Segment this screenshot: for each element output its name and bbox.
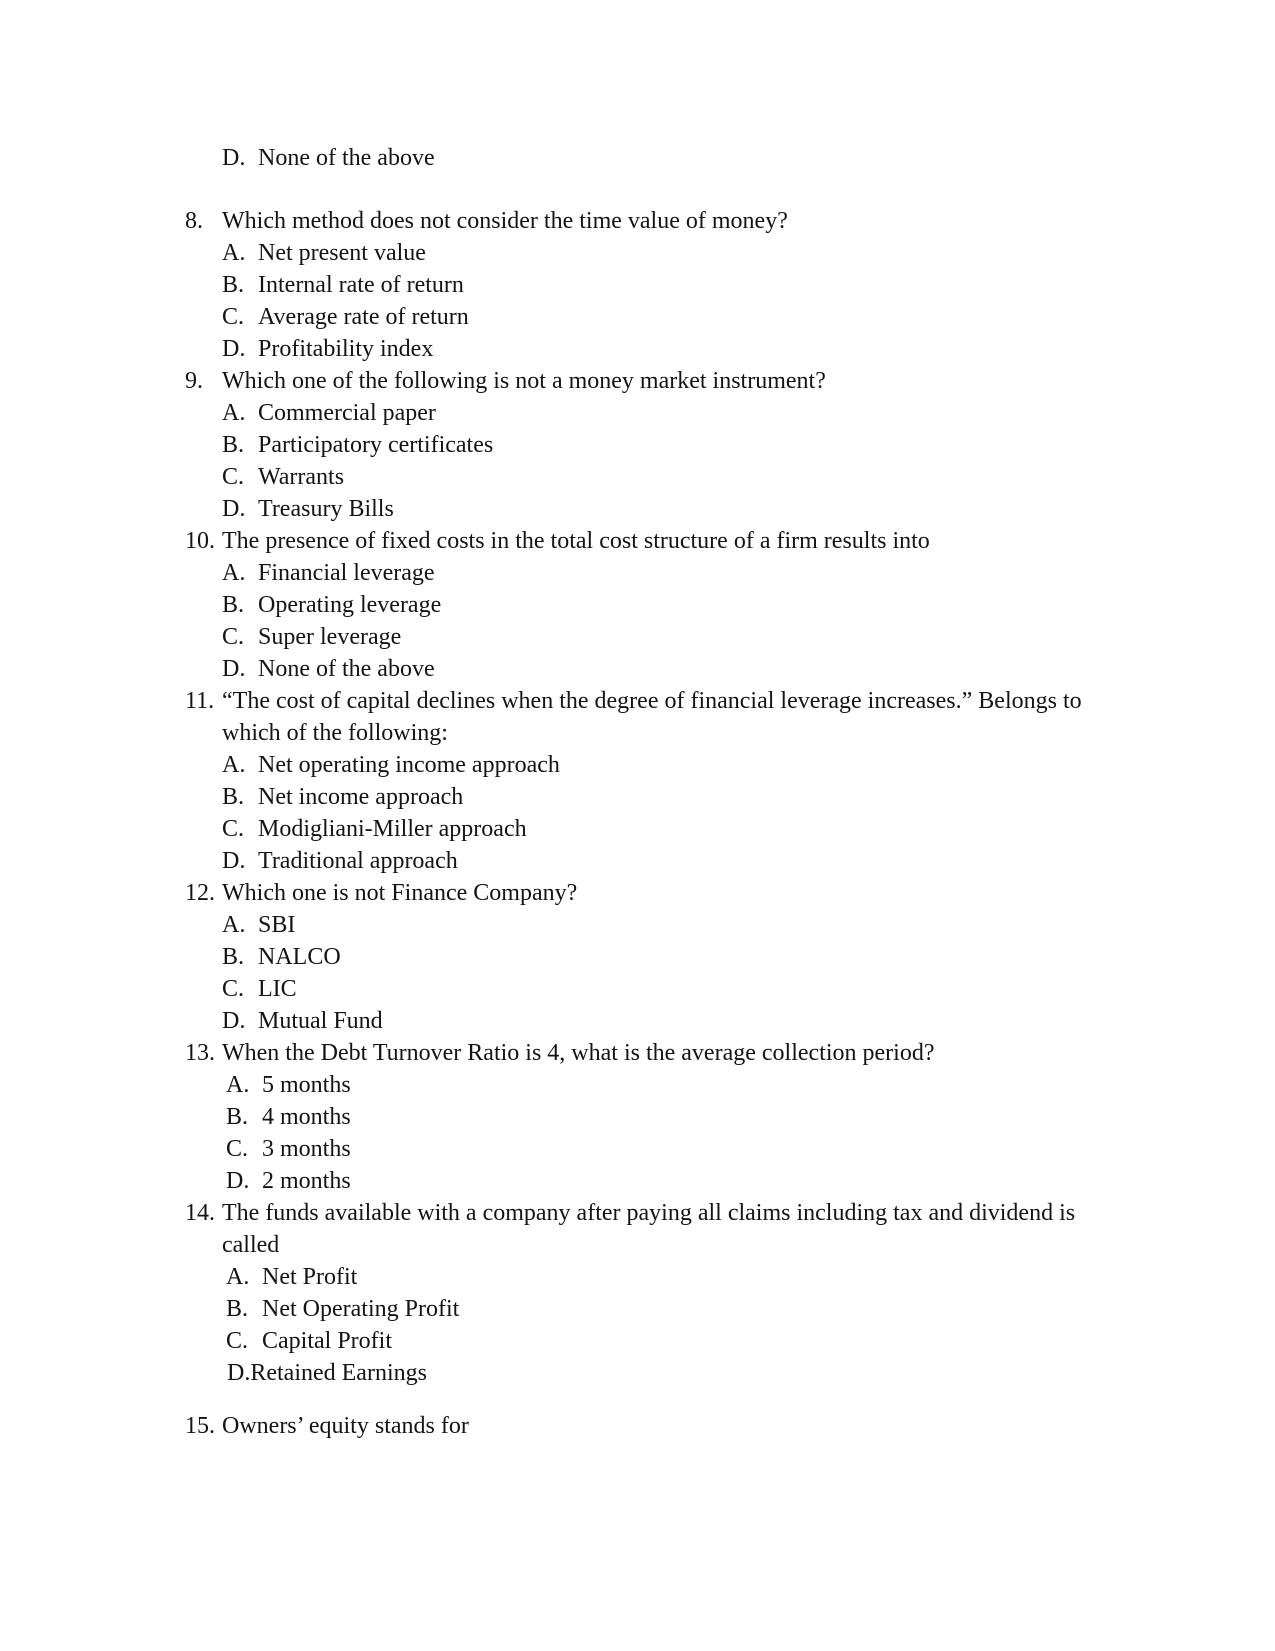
option-text: Modigliani-Miller approach (258, 816, 527, 842)
question-text-line1: The funds available with a company after paying all claims including tax and dividend is (222, 1200, 1076, 1226)
q8-option-d (222, 334, 433, 364)
question-number: 10. (185, 528, 215, 554)
option-text: Net operating income approach (258, 752, 560, 778)
option-letter: B. (226, 1104, 249, 1130)
question-number: 8. (185, 208, 203, 234)
option-text: Super leverage (258, 624, 402, 650)
option-text: Commercial paper (258, 400, 436, 426)
option-letter: B. (226, 1296, 249, 1322)
option-text: Net income approach (258, 784, 464, 810)
question-number: 9. (185, 368, 203, 394)
option-letter: B. (222, 944, 245, 970)
question-number: 13. (185, 1040, 215, 1066)
option-letter: A. (222, 240, 246, 266)
option-text: Net Profit (262, 1264, 358, 1290)
question-text: When the Debt Turnover Ratio is 4, what is the average collection period? (222, 1040, 935, 1066)
option-text: Net present value (258, 240, 426, 266)
q13-option-a (226, 1070, 351, 1100)
option-text: Participatory certificates (258, 432, 494, 458)
option-letter: A. (226, 1264, 250, 1290)
question-text: Which one is not Finance Company? (222, 880, 578, 906)
option-letter: C. (222, 304, 245, 330)
option-letter: A. (222, 912, 246, 938)
option-text: NALCO (258, 944, 341, 970)
q9-option-d (222, 494, 394, 524)
question-text-line1: “The cost of capital declines when the degree of financial leverage increases.” Belongs to (222, 688, 1082, 714)
option-letter: D. (226, 1168, 250, 1194)
question-number: 14. (185, 1200, 215, 1226)
q14-option-d (227, 1358, 427, 1388)
option-text: Financial leverage (258, 560, 435, 586)
option-letter: C. (222, 976, 245, 1002)
option-text: Profitability index (258, 336, 434, 362)
option-text: Traditional approach (258, 848, 458, 874)
q13-option-c (226, 1134, 351, 1164)
q14-option-b (226, 1294, 459, 1324)
question-11 (185, 686, 1082, 716)
question-text: The presence of fixed costs in the total cost structure of a firm results into (222, 528, 930, 554)
q10-option-b (222, 590, 441, 620)
question-12 (185, 878, 577, 908)
q11-option-a (222, 750, 560, 780)
q13-option-d (226, 1166, 351, 1196)
q9-option-c (222, 462, 344, 492)
question-14 (185, 1198, 1075, 1228)
option-letter: C. (226, 1136, 249, 1162)
option-letter: A. (226, 1072, 250, 1098)
option-letter: C. (222, 464, 245, 490)
option-text: Average rate of return (258, 304, 469, 330)
option-letter: D. (222, 848, 246, 874)
option-letter: B. (222, 784, 245, 810)
q14-option-c (226, 1326, 392, 1356)
q11-option-b (222, 782, 463, 812)
q8-option-b (222, 270, 464, 300)
question-15 (185, 1411, 469, 1441)
option-text: Operating leverage (258, 592, 442, 618)
question-13 (185, 1038, 934, 1068)
option-text: Internal rate of return (258, 272, 464, 298)
option-letter: B. (222, 592, 245, 618)
q12-option-b (222, 942, 341, 972)
question-text-line2: which of the following: (222, 720, 448, 746)
option-letter: D. (222, 336, 246, 362)
option-letter: C. (226, 1328, 249, 1354)
option-text: None of the above (258, 656, 435, 682)
option-text: 2 months (262, 1168, 351, 1194)
q10-option-d (222, 654, 435, 684)
option-letter: D. (222, 496, 246, 522)
q13-option-b (226, 1102, 351, 1132)
q10-option-c (222, 622, 401, 652)
option-letter: C. (222, 624, 245, 650)
question-14-continued (222, 1230, 279, 1260)
question-text: Which one of the following is not a money market instrument? (222, 368, 826, 394)
option-text: SBI (258, 912, 296, 938)
option-text: Treasury Bills (258, 496, 394, 522)
question-number: 11. (185, 688, 215, 714)
option-text: 3 months (262, 1136, 351, 1162)
option-letter: B. (222, 272, 245, 298)
question-text: Owners’ equity stands for (222, 1413, 469, 1439)
option-text: None of the above (258, 145, 435, 171)
q12-option-d (222, 1006, 383, 1036)
q9-option-b (222, 430, 493, 460)
option-letter: D. (222, 1008, 246, 1034)
question-number: 12. (185, 880, 215, 906)
question-9 (185, 366, 826, 396)
q11-option-c (222, 814, 527, 844)
option-letter: D. (222, 145, 246, 171)
option-letter: A. (222, 560, 246, 586)
option-text: Warrants (258, 464, 345, 490)
option-text: D.Retained Earnings (227, 1360, 427, 1386)
q9-option-a (222, 398, 436, 428)
option-letter: A. (222, 400, 246, 426)
question-text-line2: called (222, 1232, 280, 1258)
question-number: 15. (185, 1413, 215, 1439)
option-letter: A. (222, 752, 246, 778)
question-text: Which method does not consider the time value of money? (222, 208, 788, 234)
q10-option-a (222, 558, 435, 588)
q11-option-d (222, 846, 458, 876)
option-text: LIC (258, 976, 297, 1002)
option-letter: C. (222, 816, 245, 842)
option-letter: B. (222, 432, 245, 458)
q8-option-a (222, 238, 426, 268)
question-10 (185, 526, 930, 556)
question-11-continued (222, 718, 448, 748)
q14-option-a (226, 1262, 357, 1292)
option-letter: D. (222, 656, 246, 682)
option-text: 5 months (262, 1072, 351, 1098)
question-8 (185, 206, 788, 236)
q12-option-a (222, 910, 295, 940)
option-text: 4 months (262, 1104, 351, 1130)
q8-option-c (222, 302, 469, 332)
option-text: Capital Profit (262, 1328, 392, 1354)
option-text: Mutual Fund (258, 1008, 383, 1034)
q12-option-c (222, 974, 297, 1004)
option-text: Net Operating Profit (262, 1296, 460, 1322)
option-continued (222, 143, 435, 173)
